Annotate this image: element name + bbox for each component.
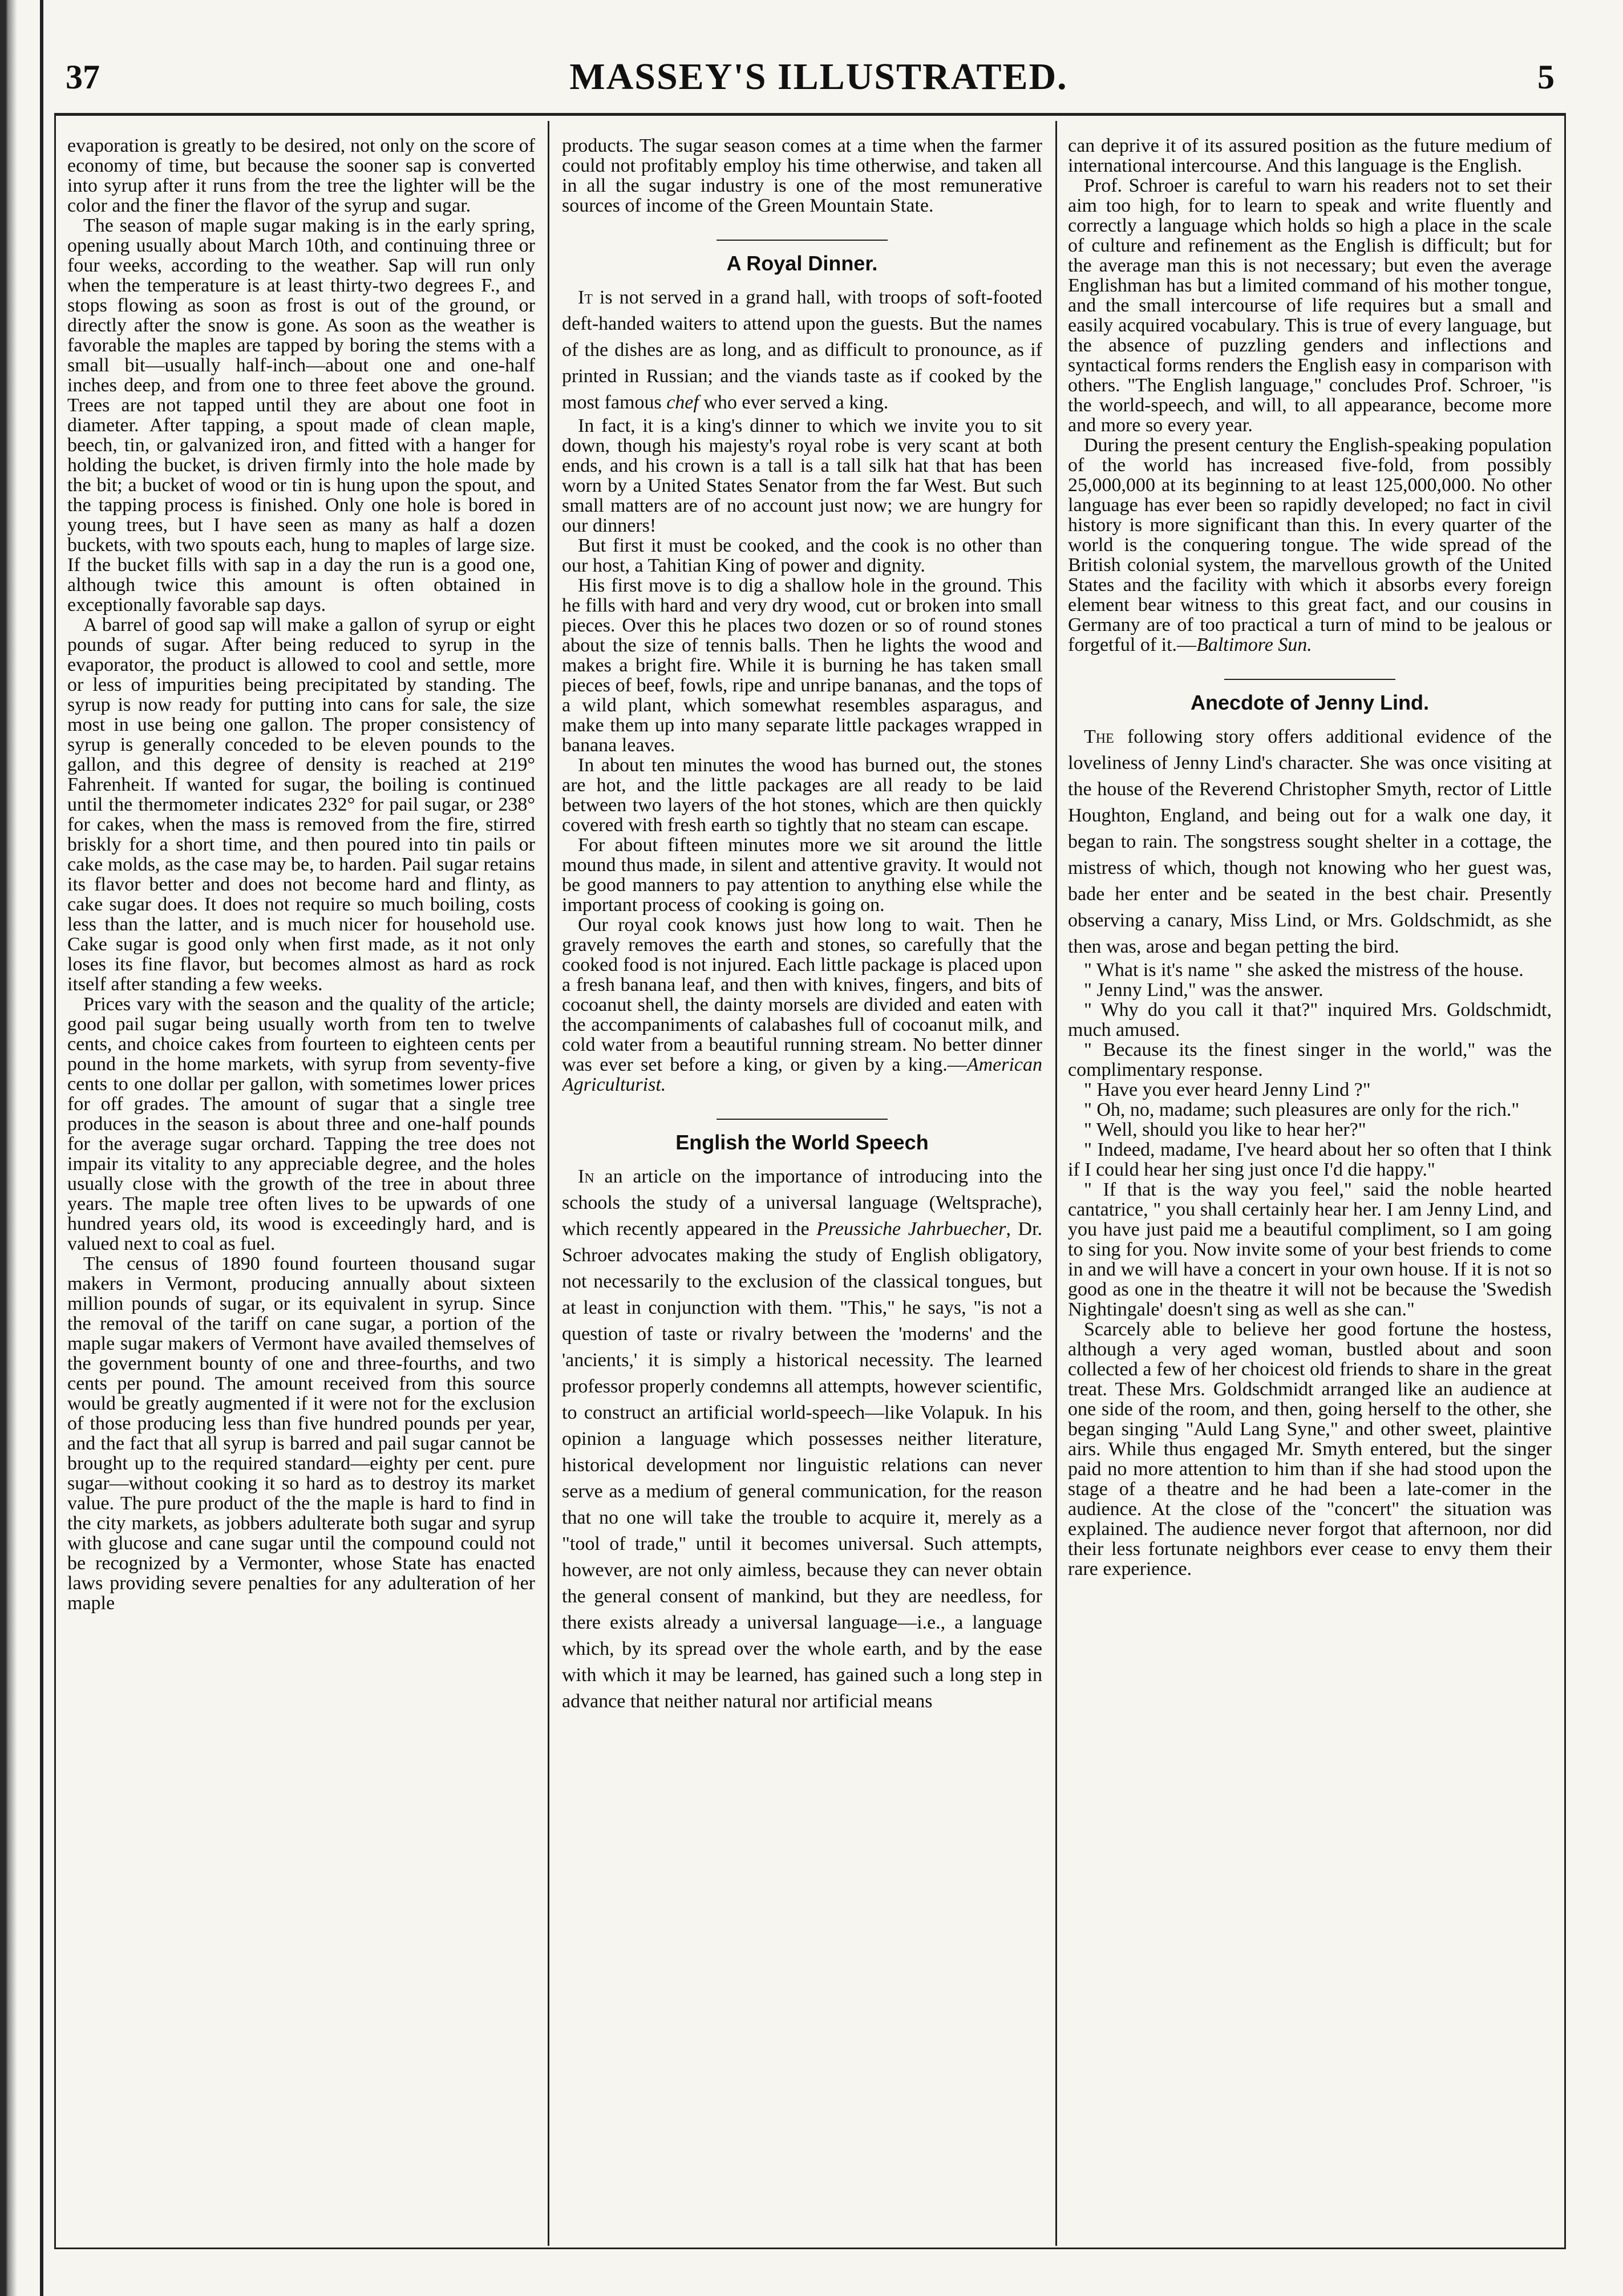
jenny-lind-lead xyxy=(1068,724,1552,960)
lead-text: an article on the importance of introducing into the schools the study of a universal language (Weltsprache), which recently appeared in the xyxy=(562,1166,1042,1240)
jenny-lind-paragraph: " Why do you call it that?" inquired Mrs. Goldschmidt, much amused. xyxy=(1068,999,1552,1040)
maple-sugar-paragraph: evaporation is greatly to be desired, not only on the score of economy of time, but because the sooner sap is converted into syrup after it runs from the tree the lighter will be the color and the finer the flavor of the syrup and sugar. xyxy=(67,136,535,216)
lead-initial: In xyxy=(578,1166,594,1187)
english-continuation: can deprive it of its assured position as the future medium of international intercourse. And this language is the English. xyxy=(1068,136,1552,176)
article-separator xyxy=(717,1119,888,1120)
article-separator xyxy=(1224,679,1395,680)
running-header xyxy=(66,51,1555,103)
lead-initial: It xyxy=(578,287,593,308)
masthead-title: MASSEY'S ILLUSTRATED. xyxy=(569,56,1068,98)
journal-title: Preussiche Jahrbuecher xyxy=(816,1218,1006,1240)
royal-dinner-paragraph: But first it must be cooked, and the cook is no other than our host, a Tahitian King of power and dignity. xyxy=(562,535,1042,576)
lead-text-end: who ever served a king. xyxy=(698,392,889,413)
maple-sugar-paragraph: The census of 1890 found fourteen thousand sugar makers in Vermont, producing annually about sixteen million pounds of sugar, or its equivalent in syrup. Since the removal of the tariff on cane sugar, a portion of the maple sugar makers of Vermont have availed themselves of the government bounty of one and three-fourths, and two cents per pound. The amount received from this source would be greatly augmented if it were not for the exclusion of those producing less than five hundred pounds per year, and the fact that all syrup is barred and pail sugar cannot be brought up to the required standard—eighty per cent. pure sugar—without cooking it so hard as to destroy its market value. The pure product of the the maple is hard to find in the city markets, as jobbers adulterate both sugar and syrup with glucose and cane sugar until the compound could not be recognized by a Vermonter, whose State has enacted laws providing severe penalties for any adulteration of her maple xyxy=(67,1253,535,1614)
column-3 xyxy=(1068,136,1552,2241)
source-credit: American Agriculturist. xyxy=(562,1054,1042,1095)
source-credit: Baltimore Sun. xyxy=(1196,634,1312,655)
jenny-lind-paragraph: Scarcely able to believe her good fortune the hostess, although a very aged woman, bustled about and soon collected a few of her choicest old friends to share in the great treat. These Mrs. Goldschmidt arranged like an audience at one side of the room, and then, going herself to the other, she began singing "Auld Lang Syne," and other sweet, plaintive airs. While thus engaged Mr. Smyth entered, but the singer paid no more attention to him than if she had stood upon the stage of a theatre and he had been a late-comer in the audience. At the close of the "concert" the situation was explained. The audience never forgot that afternoon, nor did their less fortunate neighbors ever cease to envy them their rare experience. xyxy=(1068,1319,1552,1580)
jenny-lind-paragraph: " Jenny Lind," was the answer. xyxy=(1084,979,1324,1001)
maple-sugar-paragraph: Prices vary with the season and the quality of the article; good pail sugar being usually worth from ten to twelve cents, and choice cakes from fourteen to eighteen cents per pound in the home markets, with syrup from seventy-five cents to one dollar per gallon, with sometimes lower prices for off grades. The amount of sugar that a single tree produces in the season is about three and one-half pounds for the average sugar orchard. Tapping the tree does not impair its vitality to any appreciable degree, and the holes usually close with the growth of the tree in about three years. The maple tree often lives to be upwards of one hundred years old, its wood is exceedingly hard, and is valued next to coal as fuel. xyxy=(67,994,535,1254)
column-1 xyxy=(67,136,535,2241)
royal-dinner-paragraph: In fact, it is a king's dinner to which we invite you to sit down, though his majesty's royal robe is very scant at both ends, and his crown is a tall is a tall silk hat that has been worn by a United States Senator from the far West. But such small matters are of no account just now; we are hungry for our dinners! xyxy=(562,415,1042,536)
english-lead xyxy=(562,1164,1042,1715)
article-separator xyxy=(717,240,888,241)
page-number-right: 5 xyxy=(1537,58,1555,96)
royal-dinner-paragraph: In about ten minutes the wood has burned out, the stones are hot, and the little packages are all ready to be laid between two layers of the hot stones, which are then quickly covered with fresh earth so tightly that no steam can escape. xyxy=(562,755,1042,836)
lead-text: is not served in a grand hall, with troops of soft-footed deft-handed waiters to attend upon the guests. But the names of the dishes are as long, and as difficult to pronounce, as if printed in Russian; and the viands taste as if cooked by the most famous xyxy=(562,287,1042,413)
page-number-left: 37 xyxy=(66,58,100,96)
page-gutter-shadow xyxy=(0,0,33,2296)
paragraph-text: Our royal cook knows just how long to wait. Then he gravely removes the earth and stones, so carefully that the cooked food is not injured. Each little package is placed upon a fresh banana leaf, and then with knives, fingers, and bits of cocoanut shell, the dainty morsels are divided and eaten with the accompaniments of calabashes full of cocoanut milk, and cold water from a beautiful running stream. No better dinner was ever set before a king, or given by a king.— xyxy=(562,914,1042,1075)
article-title-jenny-lind: Anecdote of Jenny Lind. xyxy=(1190,691,1430,714)
royal-dinner-paragraph-last xyxy=(562,915,1042,1095)
jenny-lind-paragraph: " Oh, no, madame; such pleasures are only for the rich." xyxy=(1084,1099,1520,1120)
royal-dinner-paragraph: His first move is to dig a shallow hole in the ground. This he fills with hard and very dry wood, cut or broken into small pieces. Over this he places two dozen or so of round stones about the size of tennis balls. Then he lights the wood and makes a bright fire. While it is burning he has taken small pieces of beef, fowls, ripe and unripe bananas, and the tops of a wild plant, which somewhat resembles asparagus, and make them up into many separate little packages wrapped in banana leaves. xyxy=(562,575,1042,756)
column-rule-2 xyxy=(1055,121,1057,2246)
jenny-lind-paragraph: " What is it's name " she asked the mistress of the house. xyxy=(1084,959,1524,981)
royal-dinner-lead xyxy=(562,285,1042,416)
paragraph-text: During the present century the English-speaking population of the world has increased five-fold, from possibly 25,000,000 at its beginning to at least 125,000,000. No other language has ever been so rapidly developed; no fact in civil history is more significant than this. In every quarter of the world is the conquering tongue. The wide spread of the British colonial system, the marvellous growth of the United States and the facility with which it absorbs every foreign element bear witness to this great fact, and our cousins in Germany are of too practical a turn of mind to be jealous or forgetful of it.— xyxy=(1068,435,1552,655)
jenny-lind-paragraph: " Have you ever heard Jenny Lind ?" xyxy=(1084,1079,1371,1100)
column-rule-1 xyxy=(548,121,549,2246)
article-title-english-world-speech: English the World Speech xyxy=(675,1131,929,1154)
lead-text-rest: "This," he says, "is not a question of taste or rivalry between the 'moderns' and the 'ancients,' it is simply a historical necessity. The learned professor properly condemns all attempts, however scientific, to construct an artificial world-speech—like Volapuk. In his opinion a language which possesses neither literature, historical development nor linguistic relations can never serve as a medium of general communication, for the reason that no one will take the trouble to acquire it, merely as a "tool of trade," until it becomes universal. Such attempts, however, are not only aimless, because they can never obtain the general consent of mankind, but they are needless, for there exists already a universal language—i.e., a language which, by its spread over the whole earth, and by the ease with which it may be learned, has gained such a long step in advance that neither natural nor artificial means xyxy=(562,1297,1042,1712)
jenny-lind-paragraph: " Well, should you like to hear her?" xyxy=(1084,1119,1366,1140)
english-paragraph: Prof. Schroer is careful to warn his readers not to set their aim too high, for to learn to speak and write fluently and correctly a language which holds so high a place in the scale of culture and refinement as the English is difficult; but for the average man this is not necessary; but even the average Englishman has but a limited command of his mother tongue, and the small intercourse of life requires but a small and easily acquired vocabulary. This is true of every language, but the absence of puzzling genders and inflections and syntactical forms renders the English easy in comparison with others. "The English language," concludes Prof. Schroer, "is the world-speech, and will, to all appearance, become more and more so every year. xyxy=(1068,175,1552,436)
english-paragraph-last xyxy=(1068,435,1552,655)
jenny-lind-paragraph: " If that is the way you feel," said the noble hearted cantatrice, " you shall certainly hear her. I am Jenny Lind, and you have just paid me a beautiful compliment, so I am going to sing for you. Now invite some of your best friends to come in and we will have a concert in your own house. If it is not so good as one in the theatre it will not be because the 'Swedish Nightingale' doesn't sing as well as she can." xyxy=(1068,1179,1552,1320)
maple-sugar-continuation: products. The sugar season comes at a time when the farmer could not profitably employ his time otherwise, and taken all in all the sugar industry is one of the most remunerative sources of income of the Green Mountain State. xyxy=(562,136,1042,216)
jenny-lind-paragraph: " Because its the finest singer in the world," was the complimentary response. xyxy=(1068,1039,1552,1080)
royal-dinner-paragraph: For about fifteen minutes more we sit around the little mound thus made, in silent and attentive gravity. It would not be good manners to pay attention to anything else while the important process of cooking is going on. xyxy=(562,835,1042,916)
maple-sugar-paragraph: A barrel of good sap will make a gallon of syrup or eight pounds of sugar. After being reduced to syrup in the evaporator, the product is allowed to cool and settle, more or less of impurities being precipitated by standing. The syrup is now ready for putting into cans for sale, the size most in use being one gallon. The proper consistency of syrup is generally conceded to be eleven pounds to the gallon, and this degree of density is reached at 219° Fahrenheit. If wanted for sugar, the boiling is continued until the thermometer indicates 232° for pail sugar, or 238° for cakes, when the mass is removed from the fire, stirred briskly for a short time, and then poured into tin pails or cake molds, as the case may be, to harden. Pail sugar retains its flavor better and does not become hard and flinty, as cake sugar does. It does not require so much boiling, costs less than the latter, and is much nicer for household use. Cake sugar is good only when first made, as it not only loses its fine flavor, but becomes almost as hard as rock itself after standing a few weeks. xyxy=(67,614,535,995)
jenny-lind-paragraph: " Indeed, madame, I've heard about her so often that I think if I could hear her sing just once I'd die happy." xyxy=(1068,1139,1552,1180)
left-margin-rule xyxy=(40,0,43,2296)
maple-sugar-paragraph: The season of maple sugar making is in the early spring, opening usually about March 10th, and continuing three or four weeks, according to the weather. Sap will run only when the temperature is at least thirty-two degrees F., and stops flowing as soon as frost is out of the ground, or directly after the snow is gone. As soon as the weather is favorable the maples are tapped by boring the stems with a small bit—usually half-inch—about one and one-half inches deep, and from one to three feet above the ground. Trees are not tapped until they are about one foot in diameter. After tapping, a spout made of clean maple, beech, tin, or galvanized iron, and fitted with a hanger for holding the bucket, is driven firmly into the hole made by the bit; a bucket of wood or tin is hung upon the spout, and the tapping process is finished. Only one hole is bored in young trees, but I have seen as many as half a dozen buckets, with two spouts each, hung to maples of large size. If the bucket fills with sap in a day the run is a good one, although twice this amount is often obtained in exceptionally favorable sap days. xyxy=(67,215,535,615)
lead-text-b: , Dr. Schroer advocates making the study of English obligatory, not necessarily to the exclusion of the classical tongues, but at least in conjunction with them. xyxy=(562,1218,1042,1318)
column-2 xyxy=(562,136,1042,2241)
italic-word: chef xyxy=(666,392,699,413)
article-title-royal-dinner: A Royal Dinner. xyxy=(726,252,878,275)
lead-text: following story offers additional evidence of the loveliness of Jenny Lind's character. She was once visiting at the house of the Reverend Christopher Smyth, rector of Little Houghton, England, and being out for a walk one day, it began to rain. The songstress sought shelter in a cottage, the mistress of which, though not knowing who her guest was, bade her enter and be seated in the best chair. Presently observing a canary, Miss Lind, or Mrs. Goldschmidt, as she then was, arose and began petting the bird. xyxy=(1068,726,1552,957)
lead-initial: The xyxy=(1084,726,1114,747)
